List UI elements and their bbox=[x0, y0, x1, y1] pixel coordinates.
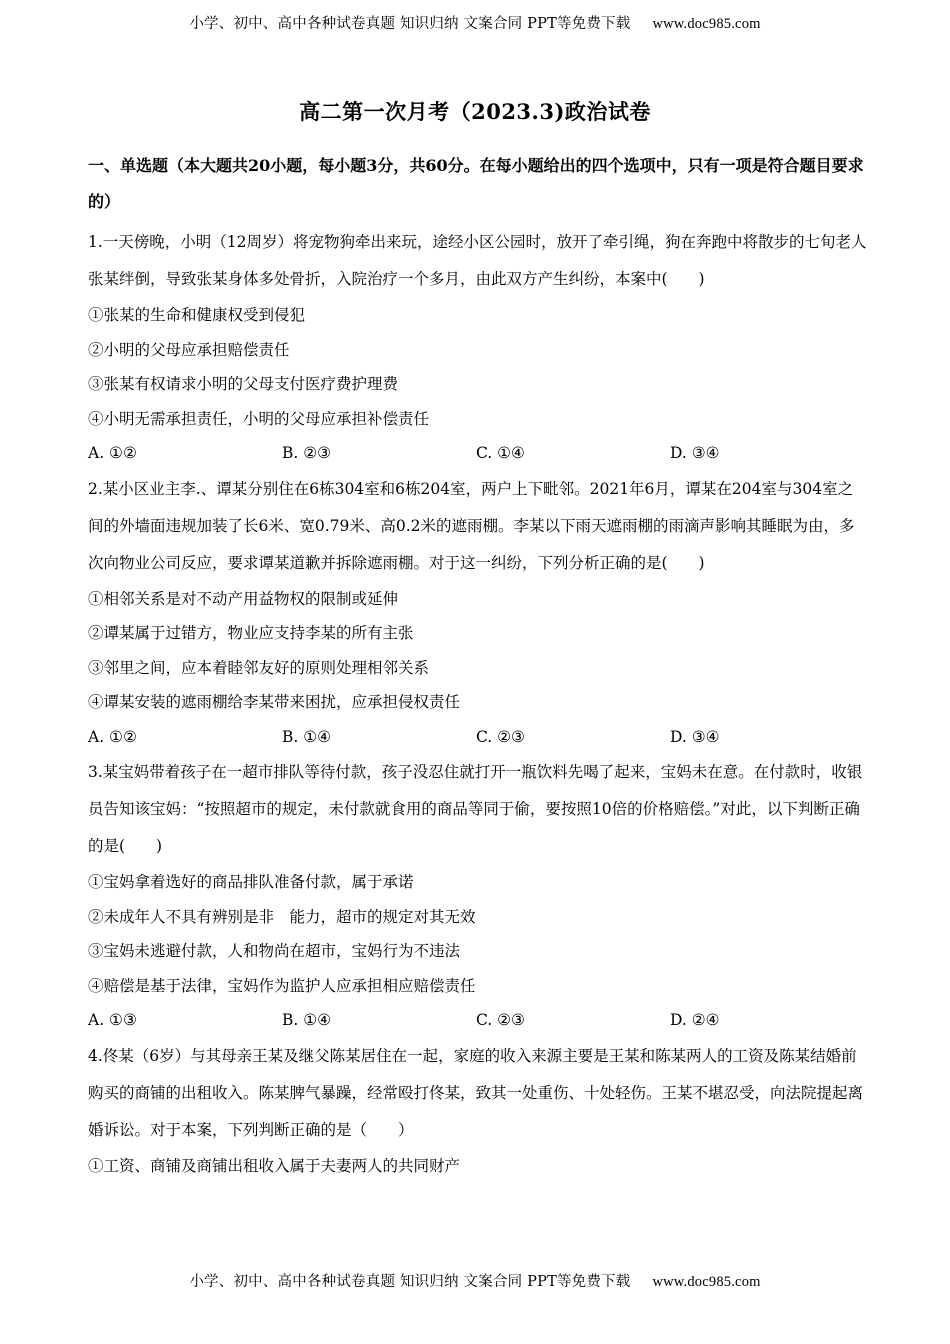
question-2 bbox=[88, 471, 868, 755]
question-3 bbox=[88, 754, 868, 1038]
answer-options bbox=[88, 720, 868, 755]
statement: ①相邻关系是对不动产用益物权的限制或延伸 bbox=[88, 589, 399, 608]
option-d: D. ③④ bbox=[670, 727, 720, 746]
section-heading: 一、单选题（本大题共20小题，每小题3分，共60分。在每小题给出的四个选项中，只有一项是符合题目要求的） bbox=[88, 156, 864, 211]
statement: ④谭某安装的遮雨棚给李某带来困扰，应承担侵权责任 bbox=[88, 693, 461, 711]
footer-site-link[interactable]: www.doc985.com bbox=[652, 1274, 761, 1290]
option-a: A. ①② bbox=[88, 727, 137, 746]
page-footer bbox=[0, 1270, 950, 1291]
option-c: C. ①④ bbox=[476, 444, 525, 462]
statement: ②未成年人不具有辨别是非 能力，超市的规定对其无效 bbox=[88, 907, 476, 926]
option-c: C. ②③ bbox=[476, 727, 525, 746]
statement: ④小明无需承担责任，小明的父母应承担补偿责任 bbox=[88, 409, 430, 428]
statement: ①张某的生命和健康权受到侵犯 bbox=[88, 306, 306, 324]
question-stem: 3.某宝妈带着孩子在一超市排队等待付款，孩子没忍住就打开一瓶饮料先喝了起来，宝妈未在意。在付款时，收银员告知该宝妈：“按照超市的规定，未付款就食用的商品等同于偷，要按照10倍的价格赔偿。”对此，以下判断正确的是( ) bbox=[88, 763, 863, 855]
header-banner: 小学、初中、高中各种试卷真题 知识归纳 文案合同 PPT等免费下载 bbox=[189, 16, 631, 32]
page-title: 高二第一次月考（2023.3)政治试卷 bbox=[299, 99, 651, 124]
statement: ③宝妈未逃避付款，人和物尚在超市，宝妈行为不违法 bbox=[88, 942, 461, 960]
statement: ②小明的父母应承担赔偿责任 bbox=[88, 340, 290, 359]
answer-options bbox=[88, 436, 868, 471]
statement: ③邻里之间，应本着睦邻友好的原则处理相邻关系 bbox=[88, 658, 430, 677]
statement: ①宝妈拿着选好的商品排队准备付款，属于承诺 bbox=[88, 873, 414, 891]
question-1 bbox=[88, 224, 868, 471]
statement: ③张某有权请求小明的父母支付医疗费护理费 bbox=[88, 375, 399, 393]
option-b: B. ①④ bbox=[282, 1011, 332, 1029]
page-header bbox=[0, 12, 950, 33]
option-d: D. ②④ bbox=[670, 1011, 720, 1029]
question-4 bbox=[88, 1038, 868, 1184]
statement: ②谭某属于过错方，物业应支持李某的所有主张 bbox=[88, 624, 414, 642]
answer-options bbox=[88, 1003, 868, 1038]
option-c: C. ②③ bbox=[476, 1011, 525, 1029]
question-stem: 4.佟某（6岁）与其母亲王某及继父陈某居住在一起，家庭的收入来源主要是王某和陈某两人的工资及陈某结婚前购买的商铺的出租收入。陈某脾气暴躁，经常殴打佟某，致其一处重伤、十处轻伤。王某不堪忍受，向法院提起离婚诉讼。对于本案，下列判断正确的是（ ） bbox=[88, 1046, 864, 1139]
statement: ④赔偿是基于法律，宝妈作为监护人应承担相应赔偿责任 bbox=[88, 976, 476, 995]
statement: ①工资、商铺及商铺出租收入属于夫妻两人的共同财产 bbox=[88, 1156, 461, 1175]
option-a: A. ①② bbox=[88, 444, 137, 462]
option-d: D. ③④ bbox=[670, 444, 720, 462]
footer-banner: 小学、初中、高中各种试卷真题 知识归纳 文案合同 PPT等免费下载 bbox=[189, 1274, 631, 1290]
exam-content bbox=[88, 148, 868, 1183]
header-site-link[interactable]: www.doc985.com bbox=[652, 16, 761, 32]
option-a: A. ①③ bbox=[88, 1011, 137, 1029]
question-stem: 1.一天傍晚，小明（12周岁）将宠物狗牵出来玩，途经小区公园时，放开了牵引绳，狗在奔跑中将散步的七旬老人张某绊倒，导致张某身体多处骨折，入院治疗一个多月，由此双方产生纠纷，本案中( ) bbox=[88, 233, 867, 288]
question-stem: 2.某小区业主李.、谭某分别住在6栋304室和6栋204室，两户上下毗邻。2021年6月，谭某在204室与304室之间的外墙面违规加装了长6米、宽0.79米、高0.2米的遮雨棚。李某以下雨天遮雨棚的雨滴声影响其睡眠为由，多次向物业公司反应，要求谭某道歉并拆除遮雨棚。对于这一纠纷，下列分析正确的是( ) bbox=[88, 479, 855, 572]
option-b: B. ②③ bbox=[282, 444, 332, 462]
option-b: B. ①④ bbox=[282, 727, 332, 746]
